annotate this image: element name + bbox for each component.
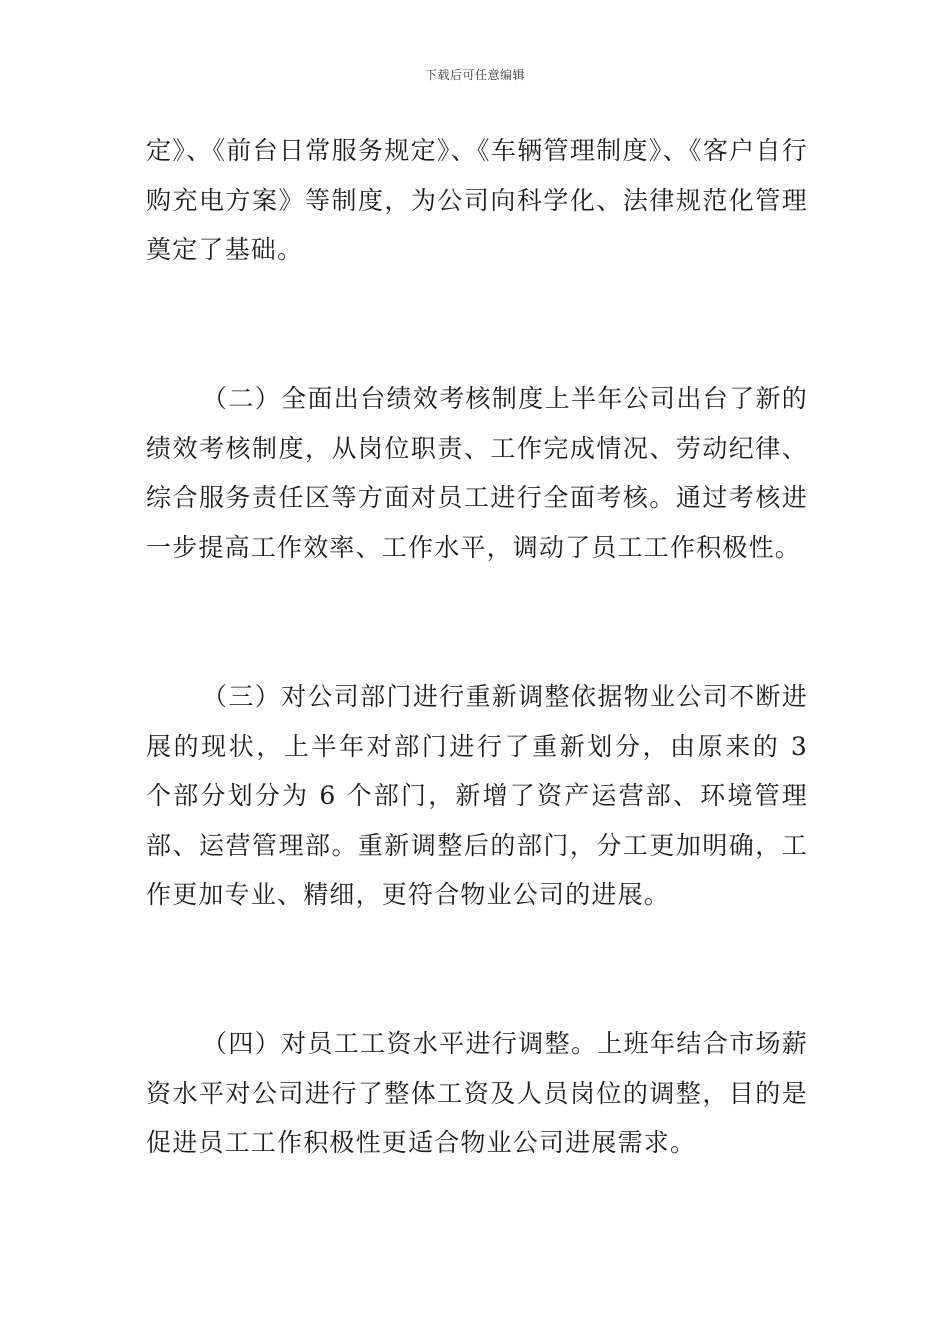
paragraph-salary-adjustment: （四）对员工工资水平进行调整。上班年结合市场薪资水平对公司进行了整体工资及人员岗位的调整，目的是促进员工工作积极性更适合物业公司进展需求。 xyxy=(146,1029,808,1157)
page-header-note: 下载后可任意编辑 xyxy=(424,68,525,82)
paragraph-department-restructure: （三）对公司部门进行重新调整依据物业公司不断进展的现状，上半年对部门进行了重新划分，由原来的 3 个部分划分为 6 个部门，新增了资产运营部、环境管理部、运营管理部。重新调整后的部门，分工更加明确，工作更加专业、精细，更符合物业公司的进展。 xyxy=(146,682,808,909)
paragraph-performance-appraisal: （二）全面出台绩效考核制度上半年公司出台了新的绩效考核制度，从岗位职责、工作完成情况、劳动纪律、综合服务责任区等方面对员工进行全面考核。通过考核进一步提高工作效率、工作水平，调动了员工工作积极性。 xyxy=(146,384,808,562)
paragraph-continuation: 定》、《前台日常服务规定》、《车辆管理制度》、《客户自行购充电方案》等制度，为公司向科学化、法律规范化管理奠定了基础。 xyxy=(146,136,808,264)
